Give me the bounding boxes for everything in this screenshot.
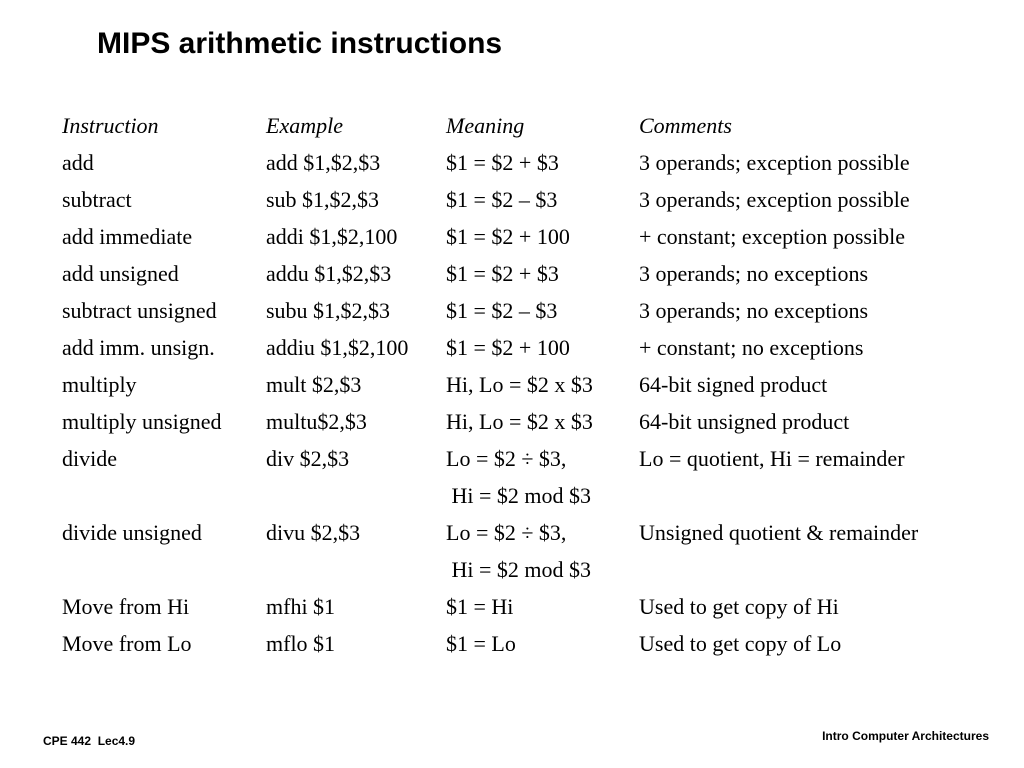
cell-example: divu $2,$3 — [266, 520, 361, 545]
cell-instruction: add imm. unsign. — [62, 335, 215, 360]
cell-instruction: subtract — [62, 187, 132, 212]
cell-example — [266, 551, 446, 588]
table-row — [62, 440, 979, 477]
table-row — [62, 255, 979, 292]
cell-comment: Used to get copy of Lo — [639, 631, 842, 656]
cell-meaning: $1 = Lo — [446, 631, 516, 656]
cell-comment: Lo = quotient, Hi = remainder — [639, 446, 905, 471]
cell-comment: Unsigned quotient & remainder — [639, 520, 919, 545]
cell-meaning: Lo = $2 ÷ $3, — [446, 446, 567, 471]
cell-meaning: Lo = $2 ÷ $3, — [446, 520, 567, 545]
cell-instruction: divide — [62, 446, 117, 471]
cell-example: addiu $1,$2,100 — [266, 335, 409, 360]
header-meaning: Meaning — [446, 113, 525, 138]
cell-comment: Used to get copy of Hi — [639, 594, 839, 619]
cell-instruction: multiply — [62, 372, 137, 397]
cell-instruction: subtract unsigned — [62, 298, 217, 323]
cell-example: mfhi $1 — [266, 594, 336, 619]
table-row — [62, 477, 979, 514]
table-row — [62, 181, 979, 218]
cell-meaning: $1 = $2 – $3 — [446, 187, 558, 212]
table-row — [62, 625, 979, 662]
table-header-row — [62, 107, 979, 144]
footer-course-label: CPE 442 Lec4.9 — [43, 734, 136, 748]
header-comments: Comments — [639, 113, 732, 138]
cell-instruction: add immediate — [62, 224, 193, 249]
cell-meaning: $1 = $2 + $3 — [446, 261, 559, 286]
table-row — [62, 514, 979, 551]
cell-meaning: Hi, Lo = $2 x $3 — [446, 372, 593, 397]
cell-comment: 3 operands; no exceptions — [639, 298, 869, 323]
cell-comment: 3 operands; no exceptions — [639, 261, 869, 286]
cell-comment: 64-bit unsigned product — [639, 409, 850, 434]
table-row — [62, 292, 979, 329]
table-body — [62, 144, 979, 662]
table-row — [62, 366, 979, 403]
cell-example: mflo $1 — [266, 631, 336, 656]
table-row — [62, 588, 979, 625]
cell-meaning: Hi = $2 mod $3 — [446, 557, 592, 582]
cell-example: addu $1,$2,$3 — [266, 261, 392, 286]
cell-example: subu $1,$2,$3 — [266, 298, 391, 323]
table-row — [62, 551, 979, 588]
cell-comment: 3 operands; exception possible — [639, 187, 910, 212]
cell-instruction: add — [62, 150, 94, 175]
cell-comment — [639, 477, 979, 514]
cell-instruction: divide unsigned — [62, 520, 202, 545]
cell-instruction: multiply unsigned — [62, 409, 222, 434]
footer-course-title: Intro Computer Architectures — [822, 729, 989, 743]
cell-example: addi $1,$2,100 — [266, 224, 398, 249]
cell-meaning: $1 = $2 + 100 — [446, 224, 570, 249]
header-instruction: Instruction — [62, 113, 159, 138]
cell-comment: 64-bit signed product — [639, 372, 828, 397]
cell-meaning: Hi, Lo = $2 x $3 — [446, 409, 593, 434]
cell-meaning: $1 = Hi — [446, 594, 514, 619]
instruction-table — [62, 107, 979, 662]
table-row — [62, 329, 979, 366]
cell-instruction — [62, 551, 266, 588]
cell-example: sub $1,$2,$3 — [266, 187, 380, 212]
cell-example: add $1,$2,$3 — [266, 150, 381, 175]
cell-example: multu$2,$3 — [266, 409, 367, 434]
cell-meaning: $1 = $2 + $3 — [446, 150, 559, 175]
cell-comment — [639, 551, 979, 588]
page-title: MIPS arithmetic instructions — [97, 27, 503, 60]
header-example: Example — [266, 113, 343, 138]
cell-instruction: Move from Hi — [62, 594, 190, 619]
cell-comment: + constant; exception possible — [639, 224, 905, 249]
cell-comment: 3 operands; exception possible — [639, 150, 910, 175]
cell-instruction — [62, 477, 266, 514]
cell-meaning: $1 = $2 + 100 — [446, 335, 570, 360]
cell-meaning: Hi = $2 mod $3 — [446, 483, 592, 508]
table-row — [62, 218, 979, 255]
cell-instruction: Move from Lo — [62, 631, 192, 656]
cell-comment: + constant; no exceptions — [639, 335, 864, 360]
cell-example — [266, 477, 446, 514]
table-row — [62, 403, 979, 440]
cell-example: div $2,$3 — [266, 446, 350, 471]
table-row — [62, 144, 979, 181]
cell-meaning: $1 = $2 – $3 — [446, 298, 558, 323]
cell-example: mult $2,$3 — [266, 372, 362, 397]
cell-instruction: add unsigned — [62, 261, 179, 286]
